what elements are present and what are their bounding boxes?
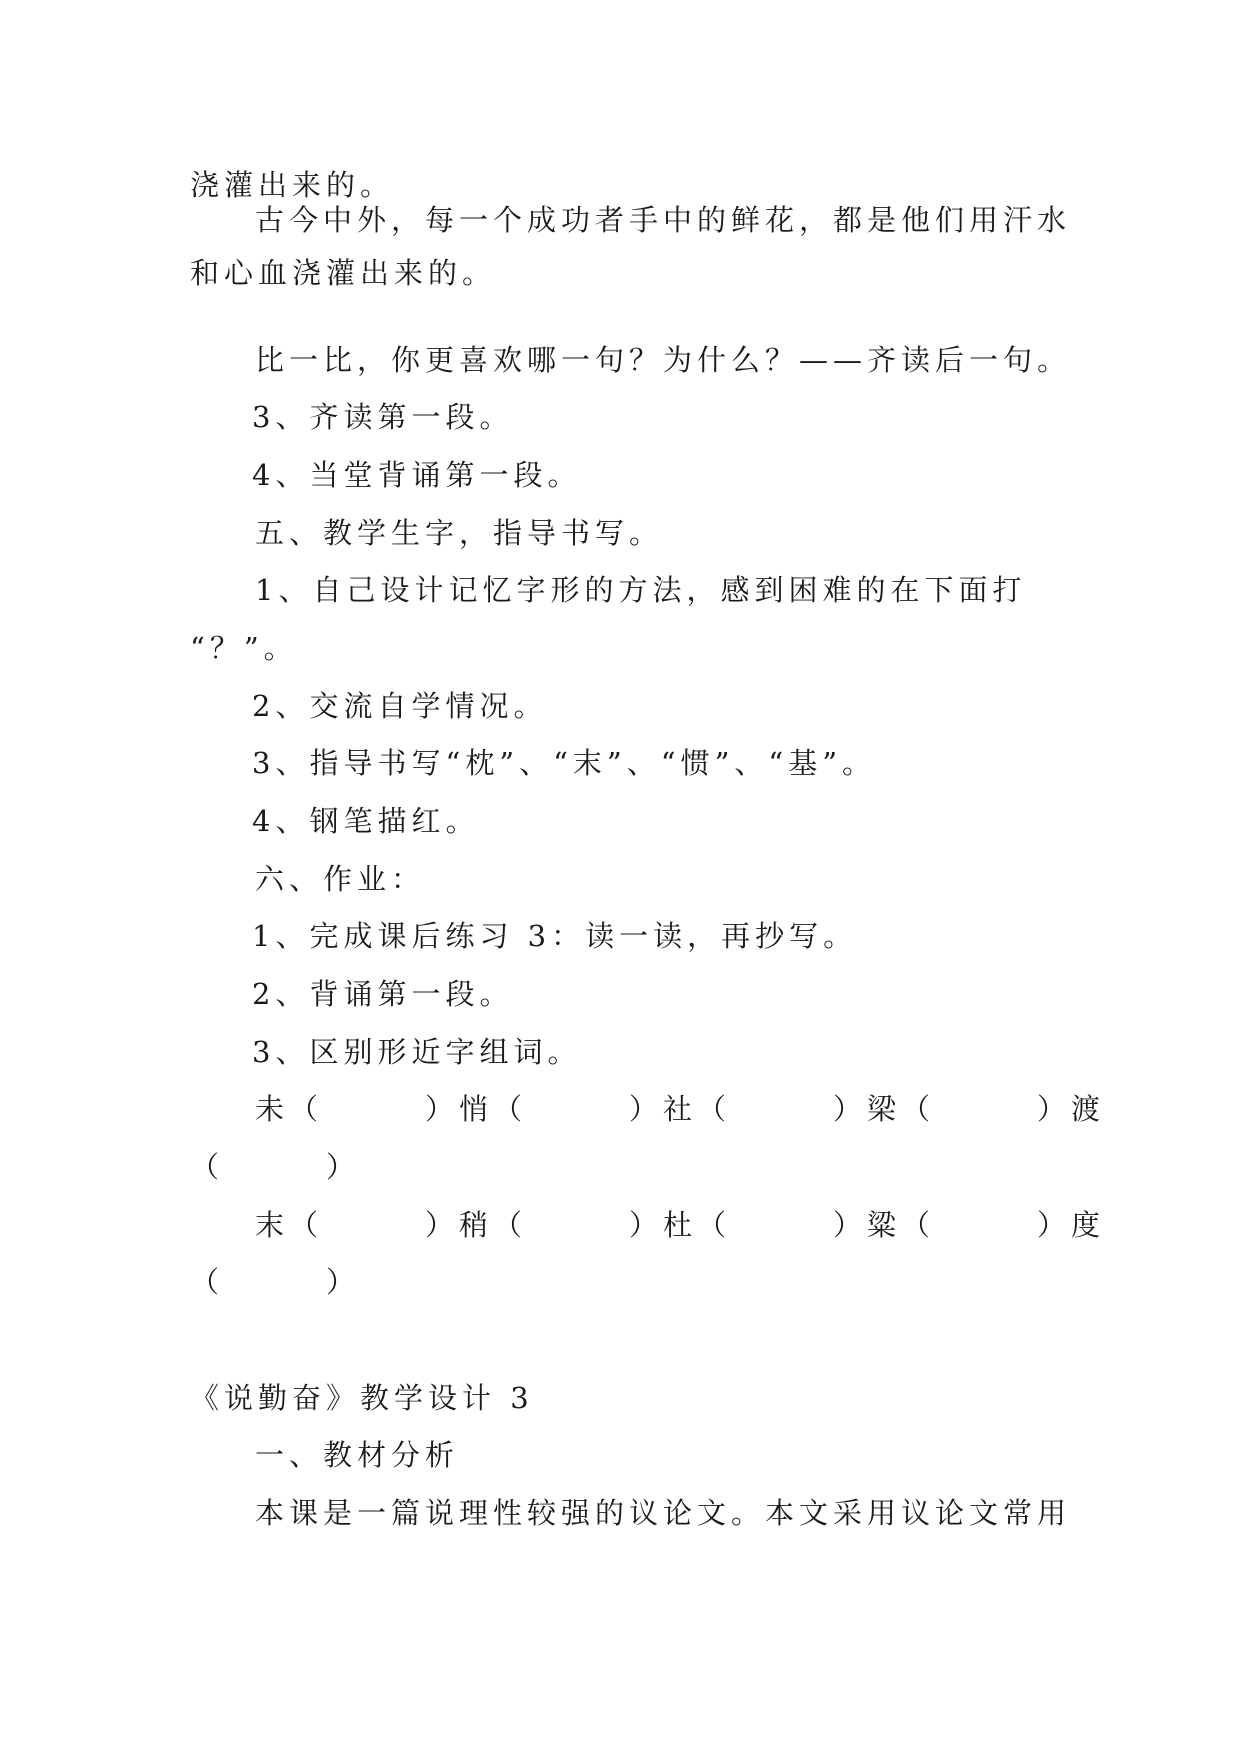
- exercise-row: 未（ ）悄（ ）社（ ）梁（ ）渡: [255, 1092, 1106, 1126]
- text-line: 和心血浇灌出来的。: [190, 256, 497, 290]
- text-line: 3、区别形近字组词。: [252, 1035, 582, 1069]
- text-line: 4、当堂背诵第一段。: [252, 458, 582, 492]
- text-line: 1、自己设计记忆字形的方法，感到困难的在下面打: [255, 573, 1027, 607]
- text-line: 本课是一篇说理性较强的议论文。本文采用议论文常用: [255, 1496, 1072, 1530]
- section-heading: 五、教学生字，指导书写。: [255, 516, 664, 550]
- text-line: 2、背诵第一段。: [252, 977, 514, 1011]
- exercise-row: （ ）: [190, 1265, 361, 1299]
- text-line: 2、交流自学情况。: [252, 689, 548, 723]
- section-heading: 一、教材分析: [255, 1438, 460, 1472]
- exercise-row: （ ）: [190, 1150, 361, 1184]
- text-line: 1、完成课后练习 3：读一读，再抄写。: [252, 919, 858, 953]
- text-line: 浇灌出来的。: [190, 168, 395, 202]
- text-line: 古今中外，每一个成功者手中的鲜花，都是他们用汗水: [255, 203, 1072, 237]
- text-line: 3、指导书写“枕”、“末”、“惯”、“基”。: [252, 746, 877, 780]
- document-title: 《说勤奋》教学设计 3: [190, 1381, 534, 1415]
- text-line: “？”。: [190, 631, 298, 665]
- exercise-row: 末（ ）稍（ ）杜（ ）粱（ ）度: [255, 1208, 1106, 1242]
- text-line: 比一比，你更喜欢哪一句？为什么？——齐读后一句。: [255, 343, 1072, 377]
- text-line: 3、齐读第一段。: [252, 400, 514, 434]
- text-line: 4、钢笔描红。: [252, 804, 480, 838]
- section-heading: 六、作业：: [255, 862, 426, 896]
